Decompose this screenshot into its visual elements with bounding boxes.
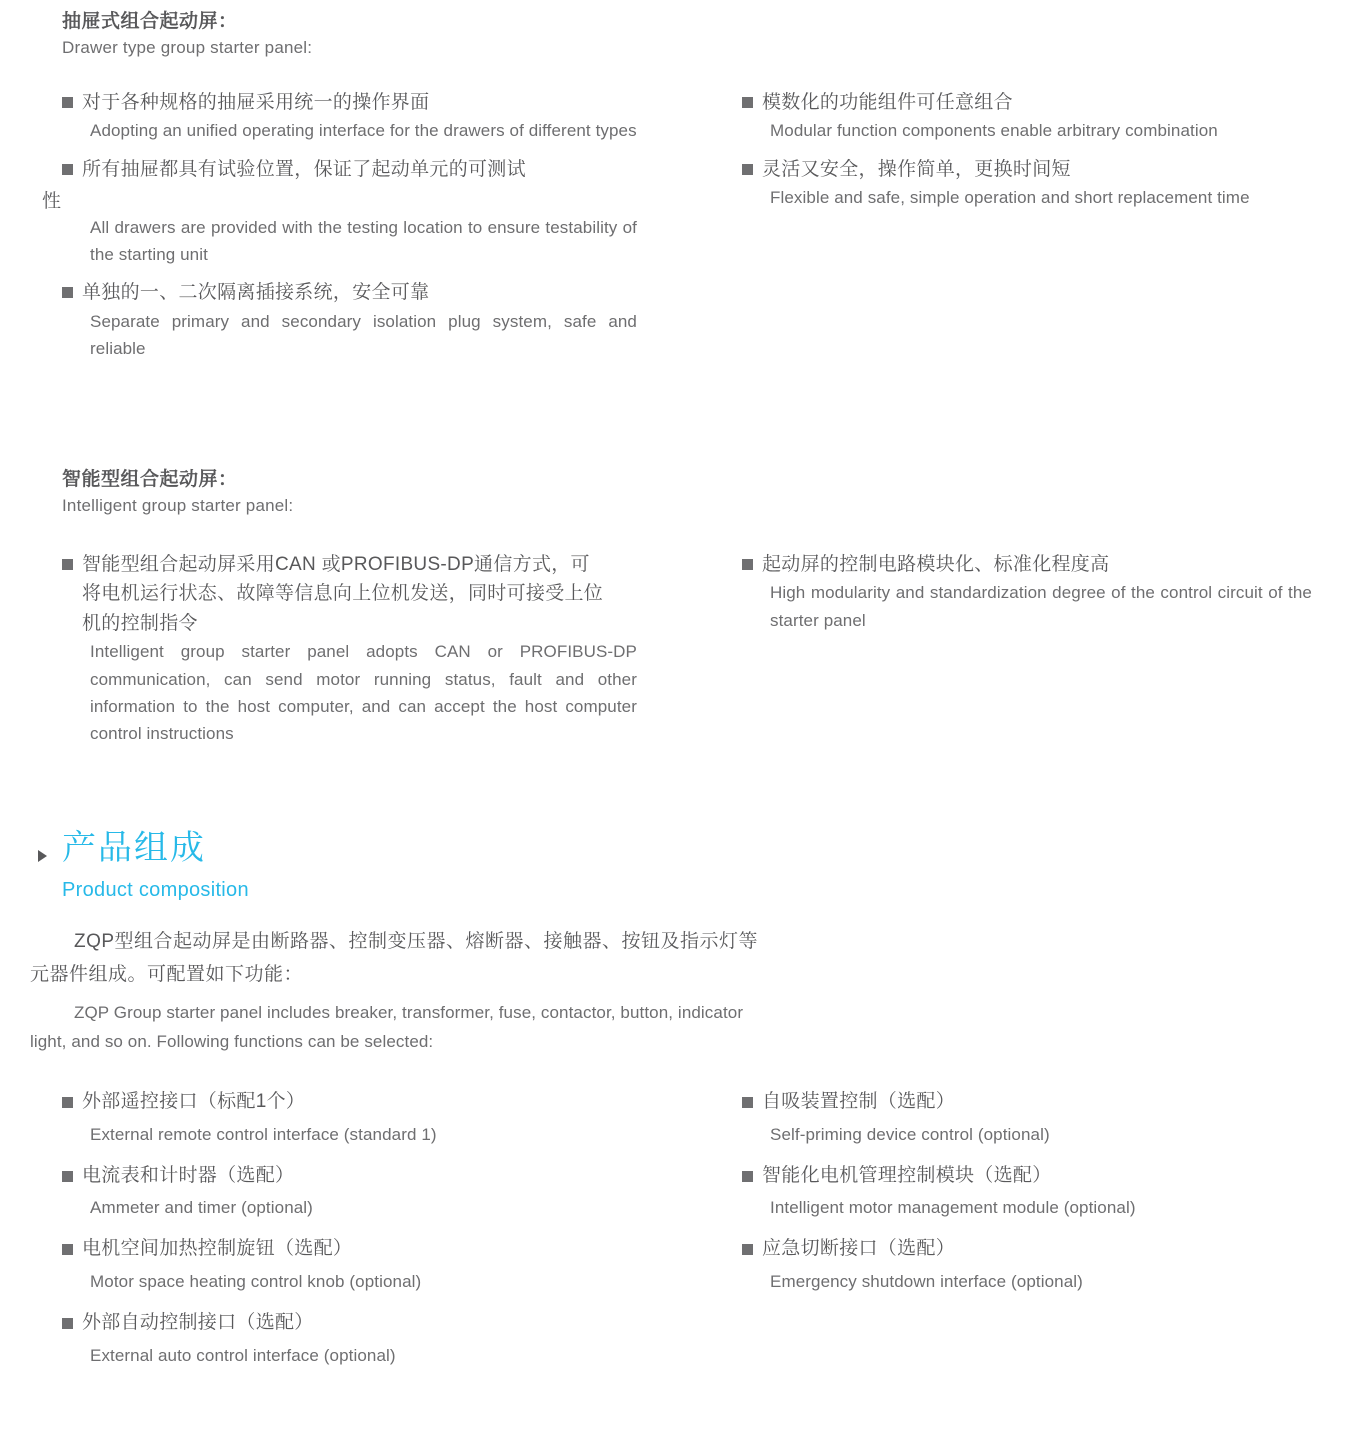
description-en-line1: ZQP Group starter panel includes breaker, transformer, fuse, contactor, button, indicator	[74, 1002, 744, 1022]
item-text-cn: 对于各种规格的抽屉采用统一的操作界面	[82, 92, 430, 113]
intelligent-heading-en: Intelligent group starter panel:	[62, 495, 294, 515]
list-item	[62, 1235, 637, 1295]
list-item	[62, 550, 637, 747]
page-subtitle: Product composition	[62, 878, 249, 901]
bullet-square-icon	[742, 164, 753, 175]
item-text-cn-overflow: 性	[42, 190, 62, 212]
item-text-en: Ammeter and timer (optional)	[90, 1198, 313, 1218]
product-feature-right-list	[742, 1088, 1312, 1309]
item-text-en: External remote control interface (standard 1)	[90, 1124, 437, 1144]
bullet-square-icon	[62, 1318, 73, 1329]
list-item	[42, 155, 637, 269]
drawer-section-heading	[62, 10, 637, 60]
product-composition-heading	[30, 828, 730, 902]
bullet-square-icon	[62, 1097, 73, 1108]
list-item	[62, 88, 637, 145]
triangle-arrow-icon	[38, 850, 47, 862]
item-text-cn: 单独的一、二次隔离插接系统，安全可靠	[82, 282, 430, 304]
list-item	[62, 1088, 637, 1148]
product-feature-left-list	[62, 1088, 637, 1383]
list-item	[742, 1162, 1312, 1222]
intelligent-heading-cn: 智能型组合起动屏：	[62, 469, 238, 490]
bullet-square-icon	[62, 97, 73, 108]
item-text-en: Intelligent group starter panel adopts CAN or PROFIBUS-DP communication, can send motor running status, fault and other information to the host computer, and can accept the host computer control instructions	[90, 642, 637, 743]
list-item	[742, 88, 1312, 145]
item-text-en: All drawers are provided with the testing location to ensure testability of the starting unit	[90, 218, 637, 265]
bullet-square-icon	[742, 1097, 753, 1108]
drawer-left-list	[42, 78, 637, 362]
bullet-square-icon	[742, 97, 753, 108]
bullet-square-icon	[62, 1244, 73, 1255]
description-cn-line2: 元器件组成。可配置如下功能：	[30, 964, 304, 986]
description-en-line2: light, and so on. Following functions can be selected:	[30, 1032, 434, 1052]
list-item	[62, 278, 637, 362]
bullet-square-icon	[742, 1171, 753, 1182]
bullet-square-icon	[742, 559, 753, 570]
list-item	[742, 1088, 1312, 1148]
product-description	[30, 925, 910, 1057]
drawer-heading-cn: 抽屉式组合起动屏：	[62, 11, 238, 32]
item-text-en: Intelligent motor management module (optional)	[770, 1198, 1136, 1218]
item-text-en: Emergency shutdown interface (optional)	[770, 1271, 1083, 1291]
page-title: 产品组成	[62, 829, 206, 867]
item-text-en: Self-priming device control (optional)	[770, 1124, 1050, 1144]
drawer-heading-en: Drawer type group starter panel:	[62, 37, 313, 57]
intelligent-section-heading	[62, 468, 637, 518]
item-text-en: Adopting an unified operating interface for the drawers of different types	[90, 121, 637, 141]
list-item	[742, 550, 1312, 634]
description-cn-line1: ZQP型组合起动屏是由断路器、控制变压器、熔断器、接触器、按钮及指示灯等	[74, 931, 759, 952]
list-item	[742, 155, 1312, 212]
list-item	[62, 1162, 637, 1222]
item-text-en: Modular function components enable arbitrary combination	[770, 121, 1218, 141]
item-text-en: Separate primary and secondary isolation plug system, safe and reliable	[90, 311, 637, 359]
item-text-cn: 应急切断接口（选配）	[762, 1238, 956, 1260]
item-text-en: Motor space heating control knob (optional)	[90, 1271, 422, 1291]
intelligent-left-list	[62, 540, 637, 747]
bullet-square-icon	[742, 1244, 753, 1255]
intelligent-right-list	[742, 540, 1312, 634]
item-text-cn: 电机空间加热控制旋钮（选配）	[82, 1238, 353, 1260]
item-text-cn: 外部自动控制接口（选配）	[82, 1312, 314, 1334]
item-text-cn: 自吸装置控制（选配）	[762, 1091, 956, 1112]
item-text-cn: 智能型组合起动屏采用CAN 或PROFIBUS-DP通信方式，可将电机运行状态、故障等信息向上位机发送，同时可接受上位机的控制指令	[82, 554, 604, 634]
bullet-square-icon	[62, 164, 73, 175]
item-text-cn: 起动屏的控制电路模块化、标准化程度高	[762, 554, 1110, 575]
list-item	[742, 1235, 1312, 1295]
item-text-cn: 所有抽屉都具有试验位置，保证了起动单元的可测试	[82, 158, 526, 180]
item-text-en: Flexible and safe, simple operation and short replacement time	[770, 188, 1250, 208]
item-text-cn: 电流表和计时器（选配）	[82, 1164, 295, 1186]
item-text-en: External auto control interface (optional)	[90, 1345, 396, 1365]
item-text-cn: 灵活又安全，操作简单，更换时间短	[762, 158, 1071, 180]
drawer-right-list	[742, 78, 1312, 211]
bullet-square-icon	[62, 1171, 73, 1182]
bullet-square-icon	[62, 287, 73, 298]
item-text-cn: 智能化电机管理控制模块（选配）	[762, 1164, 1052, 1186]
item-text-cn: 外部遥控接口（标配1个）	[82, 1091, 306, 1112]
bullet-square-icon	[62, 559, 73, 570]
item-text-cn: 模数化的功能组件可任意组合	[762, 92, 1013, 113]
list-item	[62, 1309, 637, 1369]
item-text-en: High modularity and standardization degree of the control circuit of the starter panel	[770, 583, 1312, 630]
